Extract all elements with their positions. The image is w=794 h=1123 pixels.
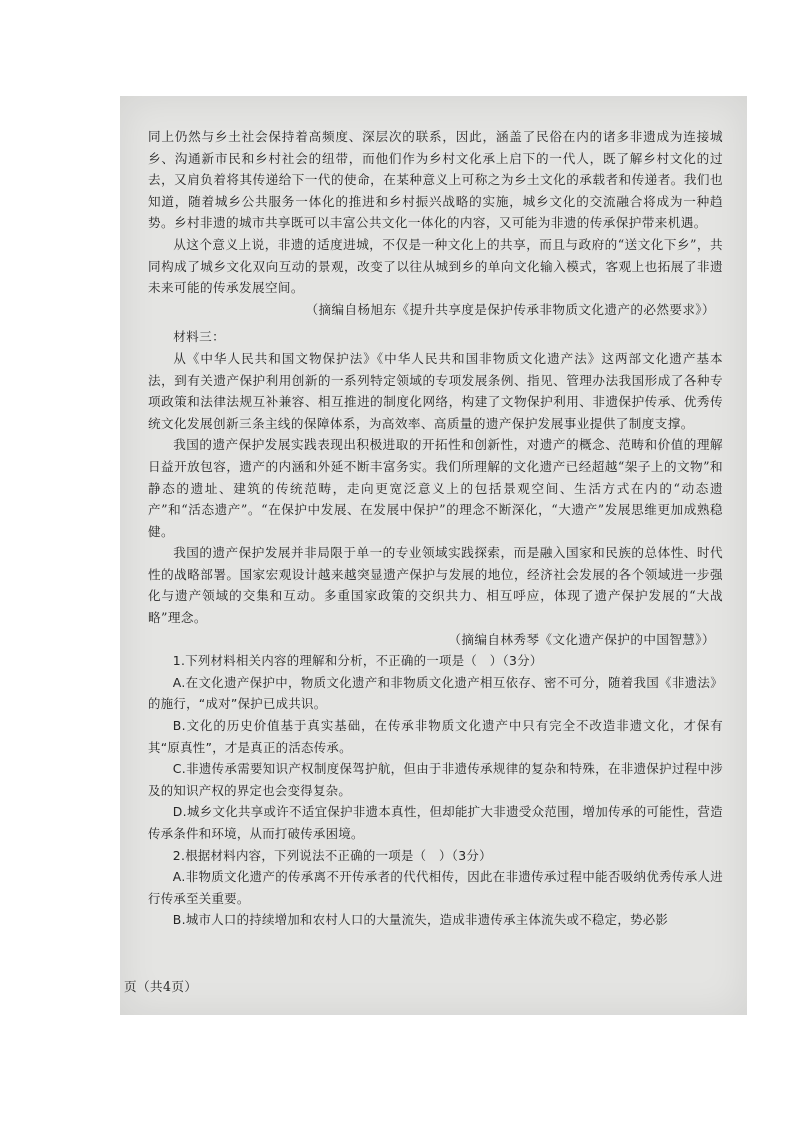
document-body [148,126,723,931]
question-option: B.城市人口的持续增加和农村人口的大量流失，造成非遗传承主体流失或不稳定，势必影 [172,912,669,928]
paragraph: 我国的遗产保护发展实践表现出积极进取的开拓性和创新性，对遗产的概念、范畴和价值的理解日益开放包容，遗产的内涵和外延不断丰富务实。我们所理解的文化遗产已经超越“架子上的文物”和静态的遗址、建筑的传统范畴，走向更宽泛意义上的包括景观空间、生活方式在内的“动态遗产”和“活态遗产”。“在保护中发展、在发展中保护”的理念不断深化，“大遗产”发展思维更加成熟稳健。 [148,437,723,539]
question-option: D.城乡文化共享或许不适宜保护非遗本真性，但却能扩大非遗受众范围，增加传承的可能性，营造传承条件和环境，从而打破传承困境。 [148,804,723,841]
question-stem: 1.下列材料相关内容的理解和分析，不正确的一项是（ ）（3分） [172,653,543,669]
question-option: B.文化的历史价值基于真实基础，在传承非物质文化遗产中只有完全不改造非遗文化，才保有其“原真性”，才是真正的活态传承。 [148,718,723,755]
material-heading: 材料三： [173,329,226,345]
scanned-page-photo [120,96,747,1015]
question-option: A.在文化遗产保护中，物质文化遗产和非物质文化遗产相互依存、密不可分，随着我国《非遗法》的施行，“成对”保护已成共识。 [148,674,723,712]
paragraph: 从《中华人民共和国文物保护法》《中华人民共和国非物质文化遗产法》这两部文化遗产基本法，到有关遗产保护利用创新的一系列特定领域的专项发展条例、指见、管理办法我国形成了各种专项政策和法律法规互补兼容、相互推进的制度化网络，构建了文物保护利用、非遗保护传承、优秀传统文化发展创新三条主线的保障体系，为高效率、高质量的遗产保护发展事业提供了制度支撑。 [148,350,723,431]
page-footer: 页（共4页） [124,979,198,994]
citation: （摘编自林秀琴《文化遗产保护的中国智慧》） [448,631,715,647]
question-stem: 2.根据材料内容，下列说法不正确的一项是（ ）（3分） [172,847,492,863]
paragraph: 我国的遗产保护发展并非局限于单一的专业领域实践探索，而是融入国家和民族的总体性、时代性的战略部署。国家宏观设计越来越突显遗产保护与发展的地位，经济社会发展的各个领域进一步强化与遗产领域的交集和互动。多重国家政策的交织共力、相互呼应，体现了遗产保护发展的“大战略”理念。 [148,545,723,626]
paragraph-continuation: 同上仍然与乡土社会保持着高频度、深层次的联系，因此，涵盖了民俗在内的诸多非遗成为连接城乡、沟通新市民和乡村社会的纽带，而他们作为乡村文化承上启下的一代人，既了解乡村文化的过去，又肩负着将其传递给下一代的使命，在某种意义上可称之为乡土文化的承载者和传递者。我们也知道，随着城乡公共服务一体化的推进和乡村振兴战略的实施，城乡文化的交流融合将成为一种趋势。乡村非遗的城市共享既可以丰富公共文化一体化的内容，又可能为非遗的传承保护带来机遇。 [148,129,723,231]
citation: （摘编自杨旭东《提升共享度是保护传承非物质文化遗产的必然要求》） [305,301,715,317]
question-option: C.非遗传承需要知识产权制度保驾护航，但由于非遗传承规律的复杂和特殊，在非遗保护过程中涉及的知识产权的界定也会变得复杂。 [148,761,723,798]
question-option: A.非物质文化遗产的传承离不开传承者的代代相传，因此在非遗传承过程中能否吸纳优秀传承人进行传承至关重要。 [148,869,723,906]
paragraph: 从这个意义上说，非遗的适度进城，不仅是一种文化上的共享，而且与政府的“送文化下乡”，共同构成了城乡文化双向互动的景观，改变了以往从城到乡的单向文化输入模式，客观上也拓展了非遗未来可能的传承发展空间。 [148,236,723,296]
